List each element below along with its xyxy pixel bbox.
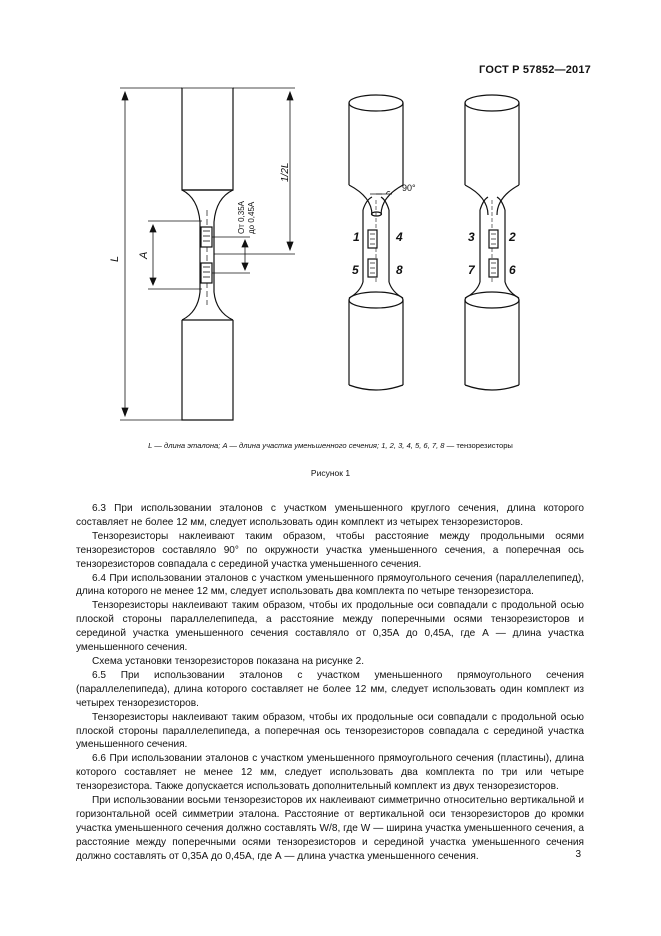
- paragraph: Тензорезисторы наклеивают таким образом, чтобы расстояние между продольными осями тензорезисторов составляло 90° по окружности участка уменьшенного сечения, а поперечная ось тензорезисторов совпадала с серединой участка уменьшенного сечения.: [76, 530, 584, 570]
- figure-title: Рисунок 1: [310, 468, 351, 478]
- label-L: L: [109, 255, 121, 262]
- label-angle: 90°: [402, 183, 416, 193]
- dimension-L: [120, 88, 182, 420]
- gauge-label-8: 8: [396, 263, 403, 277]
- dimension-A: [148, 221, 202, 289]
- paragraph: При использовании восьми тензорезисторов их наклеивают симметрично относительно вертикальной и горизонтальной осей симметрии эталона. Расстояние от вертикальной оси тензорезисторов до кромки участка уменьшенного сечения должно составлять W/8, где W — ширина участка уменьшенного сечения, а расстояние между поперечными осями тензорезисторов и серединой участка уменьшенного сечения должно составлять от 0,35А до 0,45А, где А — длина участка уменьшенного сечения.: [76, 795, 584, 862]
- label-A: A: [138, 251, 150, 259]
- gauge-label-3: 3: [468, 230, 475, 244]
- gauge-label-2: 2: [509, 230, 516, 244]
- label-range-to: до 0,45А: [247, 201, 256, 234]
- legend-part-1: L — длина эталона; A — длина участка уменьшенного сечения;: [148, 441, 382, 450]
- page-number: 3: [575, 849, 581, 860]
- label-range-from: От 0,35А: [237, 200, 246, 234]
- label-half-L: 1/2L: [280, 162, 291, 182]
- figure-legend: [0, 441, 661, 450]
- paragraph-6-4: 6.4 При использовании эталонов с участком уменьшенного прямоугольного сечения (параллелепипед), длина которого не менее 12 мм, следует использовать два комплекта по четыре тензорезистора.: [76, 572, 584, 598]
- gauge-label-5: 5: [352, 263, 359, 277]
- paragraph: Тензорезисторы наклеивают таким образом, чтобы их продольные оси совпадали с продольной осью плоской стороны параллелепипеда, а расстояние между поперечными осями тензорезисторов и серединой участка уменьшенного сечения составляло от 0,35А до 0,45А, где А — длина участка уменьшенного сечения.: [76, 600, 584, 654]
- dimension-gauge-offset: [212, 237, 250, 273]
- gauge-label-6: 6: [509, 263, 516, 277]
- document-id-header: ГОСТ Р 57852—2017: [479, 64, 591, 76]
- paragraph: Схема установки тензорезисторов показана на рисунке 2.: [92, 655, 365, 667]
- paragraph: Тензорезисторы наклеивают таким образом, чтобы их продольные оси совпадали с продольной осью плоской стороны параллелепипеда, а поперечная ось тензорезисторов совпадала с серединой участка уменьшенного сечения.: [76, 711, 584, 751]
- gauge-label-7: 7: [468, 263, 475, 277]
- paragraph-6-3: 6.3 При использовании эталонов с участком уменьшенного круглого сечения, длина которого составляет не более 12 мм, следует использовать один комплект из четырех тензорезисторов.: [76, 503, 584, 528]
- paragraph-6-6: 6.6 При использовании эталонов с участком уменьшенного прямоугольного сечения (пластины), длина которого составляет не менее 12 мм, следует использовать два комплекта по три или четыре тензорезистора. Также допускается использовать дополнительный комплект из двух тензорезисторов.: [76, 753, 584, 793]
- body-text: [76, 502, 584, 864]
- legend-gauges: 1, 2, 3, 4, 5, 6, 7, 8: [381, 441, 445, 450]
- gauge-label-4: 4: [396, 230, 403, 244]
- paragraph-6-5: 6.5 При использовании эталонов с участком уменьшенного прямоугольного сечения (параллелепипеда), длина которого составляет не более 12 мм, следует использовать один комплект из четырех тензорезисторов.: [76, 669, 584, 709]
- gauge-label-1: 1: [353, 230, 360, 244]
- legend-part-2: — тензорезисторы: [444, 441, 513, 450]
